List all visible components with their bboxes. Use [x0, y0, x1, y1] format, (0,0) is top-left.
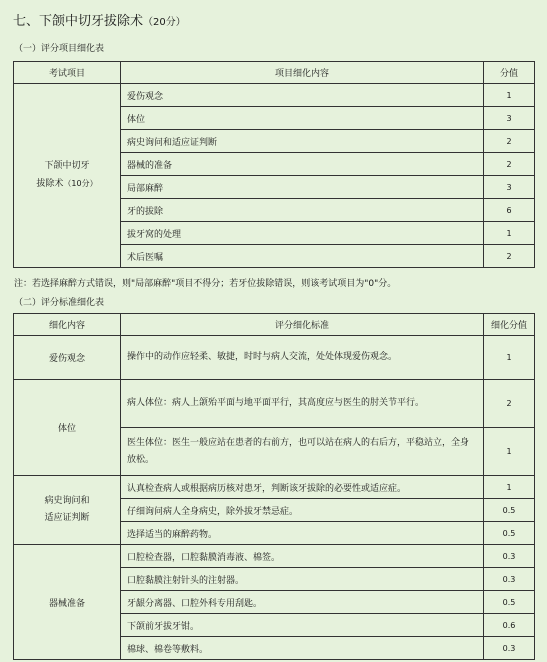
score-cell: 6 [484, 199, 535, 222]
score-cell: 1 [484, 336, 535, 380]
criterion-cell: 棉球、棉卷等敷料。 [121, 637, 484, 660]
criterion-cell: 牙龈分离器、口腔外科专用刮匙。 [121, 591, 484, 614]
item-cell: 体位 [121, 107, 484, 130]
header-exam-item: 考试项目 [14, 62, 121, 84]
page-title [13, 10, 186, 29]
score-cell: 1 [484, 428, 535, 476]
score-cell: 2 [484, 380, 535, 428]
criterion-cell: 仔细询问病人全身病史，除外拔牙禁忌症。 [121, 499, 484, 522]
criterion-cell: 口腔黏膜注射针头的注射器。 [121, 568, 484, 591]
score-cell: 3 [484, 107, 535, 130]
score-cell: 1 [484, 222, 535, 245]
group-name: 爱伤观念 [14, 336, 121, 380]
header-score: 分值 [484, 62, 535, 84]
criterion-cell: 下颌前牙拔牙钳。 [121, 614, 484, 637]
score-cell: 2 [484, 130, 535, 153]
header-content: 细化内容 [14, 314, 121, 336]
score-cell: 3 [484, 176, 535, 199]
score-cell: 0.3 [484, 568, 535, 591]
section1-heading: （一）评分项目细化表 [14, 44, 105, 54]
note-text: 注：若选择麻醉方式错误，则"局部麻醉"项目不得分；若牙位拔除错误，则该考试项目为"0"分。 [14, 279, 397, 289]
group-name-line2: 适应证判断 [44, 513, 90, 523]
score-criteria-table [13, 313, 535, 660]
score-cell: 0.3 [484, 545, 535, 568]
score-cell: 0.6 [484, 614, 535, 637]
group-name: 体位 [14, 380, 121, 476]
group-name-line1: 病史询问和 [44, 496, 90, 506]
item-cell: 器械的准备 [121, 153, 484, 176]
score-cell: 1 [484, 84, 535, 107]
header-detail: 项目细化内容 [121, 62, 484, 84]
score-cell: 0.5 [484, 591, 535, 614]
criterion-cell: 病人体位：病人上颌殆平面与地平面平行，其高度应与医生的肘关节平行。 [121, 380, 484, 428]
item-cell: 局部麻醉 [121, 176, 484, 199]
title-score: （20分） [143, 17, 186, 28]
header-criteria: 评分细化标准 [121, 314, 484, 336]
item-cell: 病史询问和适应证判断 [121, 130, 484, 153]
item-cell: 牙的拔除 [121, 199, 484, 222]
criterion-cell: 医生体位：医生一般应站在患者的右前方，也可以站在病人的右后方，平稳站立，全身放松。 [121, 428, 484, 476]
score-items-table [13, 61, 535, 268]
group-name [14, 476, 121, 545]
criterion-cell: 认真检查病人或根据病历核对患牙，判断该牙拔除的必要性或适应症。 [121, 476, 484, 499]
score-cell: 2 [484, 153, 535, 176]
item-cell: 拔牙窝的处理 [121, 222, 484, 245]
header-sub-score: 细化分值 [484, 314, 535, 336]
item-cell: 术后医嘱 [121, 245, 484, 268]
score-cell: 0.5 [484, 499, 535, 522]
section2-heading: （二）评分标准细化表 [14, 298, 105, 308]
title-text: 七、下颌中切牙拔除术 [13, 14, 144, 29]
item-cell: 爱伤观念 [121, 84, 484, 107]
criterion-cell: 口腔检查器，口腔黏膜消毒液、棉签。 [121, 545, 484, 568]
category-line1: 下颌中切牙 [44, 161, 90, 171]
category-score: （10分） [63, 179, 98, 188]
exam-item-cell [14, 84, 121, 268]
group-name: 器械准备 [14, 545, 121, 660]
criterion-cell: 操作中的动作应轻柔、敏捷，时时与病人交流，处处体现爱伤观念。 [121, 336, 484, 380]
criterion-cell: 选择适当的麻醉药物。 [121, 522, 484, 545]
category-line2: 拔除术 [36, 179, 64, 189]
score-cell: 0.3 [484, 637, 535, 660]
score-cell: 0.5 [484, 522, 535, 545]
score-cell: 1 [484, 476, 535, 499]
score-cell: 2 [484, 245, 535, 268]
